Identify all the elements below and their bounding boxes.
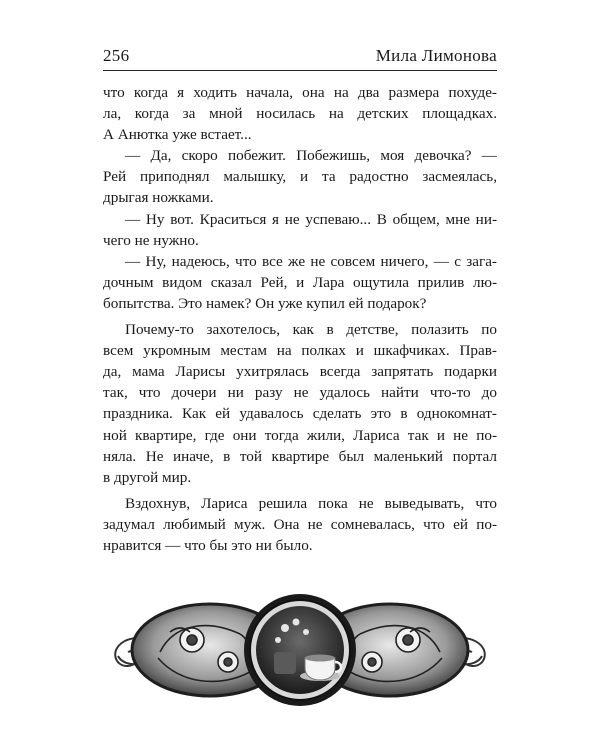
running-header — [103, 44, 497, 66]
tea-cup-icon — [300, 655, 341, 682]
author-name: Мила Лимонова — [375, 46, 497, 65]
text-line: задумал любимый муж. Она не сомневалась, что ей по- — [103, 515, 497, 533]
paragraph — [103, 251, 497, 314]
text-line: нравится — что бы это ни было. — [103, 536, 313, 554]
text-line: в другой мир. — [103, 468, 192, 486]
page-number: 256 — [103, 46, 130, 65]
text-line: — Да, скоро побежит. Побежишь, моя девочка? — — [125, 147, 497, 165]
body-text — [103, 82, 497, 556]
paragraph — [103, 319, 497, 488]
text-line: так, что дочери ни разу не удалось найти что-то до — [103, 384, 497, 402]
paragraph — [103, 493, 497, 556]
decorative-ornament — [100, 592, 500, 708]
paragraph — [103, 145, 497, 208]
paragraph — [103, 82, 497, 145]
text-line: — Ну вот. Краситься я не успеваю... В общем, мне ни- — [125, 210, 497, 228]
text-line: Рей приподнял малышку, и та радостно засмеялась, — [103, 168, 497, 186]
flowerpot — [274, 652, 296, 674]
text-line: — Ну, надеюсь, что все же не совсем ничего, — с зага- — [125, 252, 497, 270]
paragraph — [103, 209, 497, 251]
text-line: дочным видом сказал Рей, и Лара ощутила прилив лю- — [103, 273, 497, 291]
text-line: ла, когда за мной носилась на детских площадках. — [103, 105, 497, 123]
text-line: дрыгая ножками. — [103, 189, 214, 207]
text-line: Вздохнув, Лариса решила пока не выведывать, что — [125, 494, 497, 512]
text-line: да, мама Ларисы ухитрялась всегда запрятать подарки — [103, 363, 497, 381]
text-line: всем укромным местам на полках и шкафчиках. Прав- — [103, 342, 497, 360]
text-line: няла. Не иначе, в той квартире был маленький портал — [103, 447, 497, 465]
text-line: бопытства. Это намек? Он уже купил ей подарок? — [103, 294, 427, 312]
center-medallion-image — [256, 606, 344, 694]
text-line: что когда я ходить начала, она на два размера похуде- — [103, 84, 497, 101]
text-line: Почему-то захотелось, как в детстве, полазить по — [125, 321, 497, 339]
text-line: чего не нужно. — [103, 231, 199, 249]
text-line: А Анютка уже встает... — [103, 126, 252, 144]
text-line: праздника. Как ей удавалось сделать это в однокомнат- — [103, 405, 497, 423]
text-line: ной квартире, где они тогда жили, Лариса так и не по- — [103, 426, 497, 444]
header-rule — [103, 70, 497, 71]
